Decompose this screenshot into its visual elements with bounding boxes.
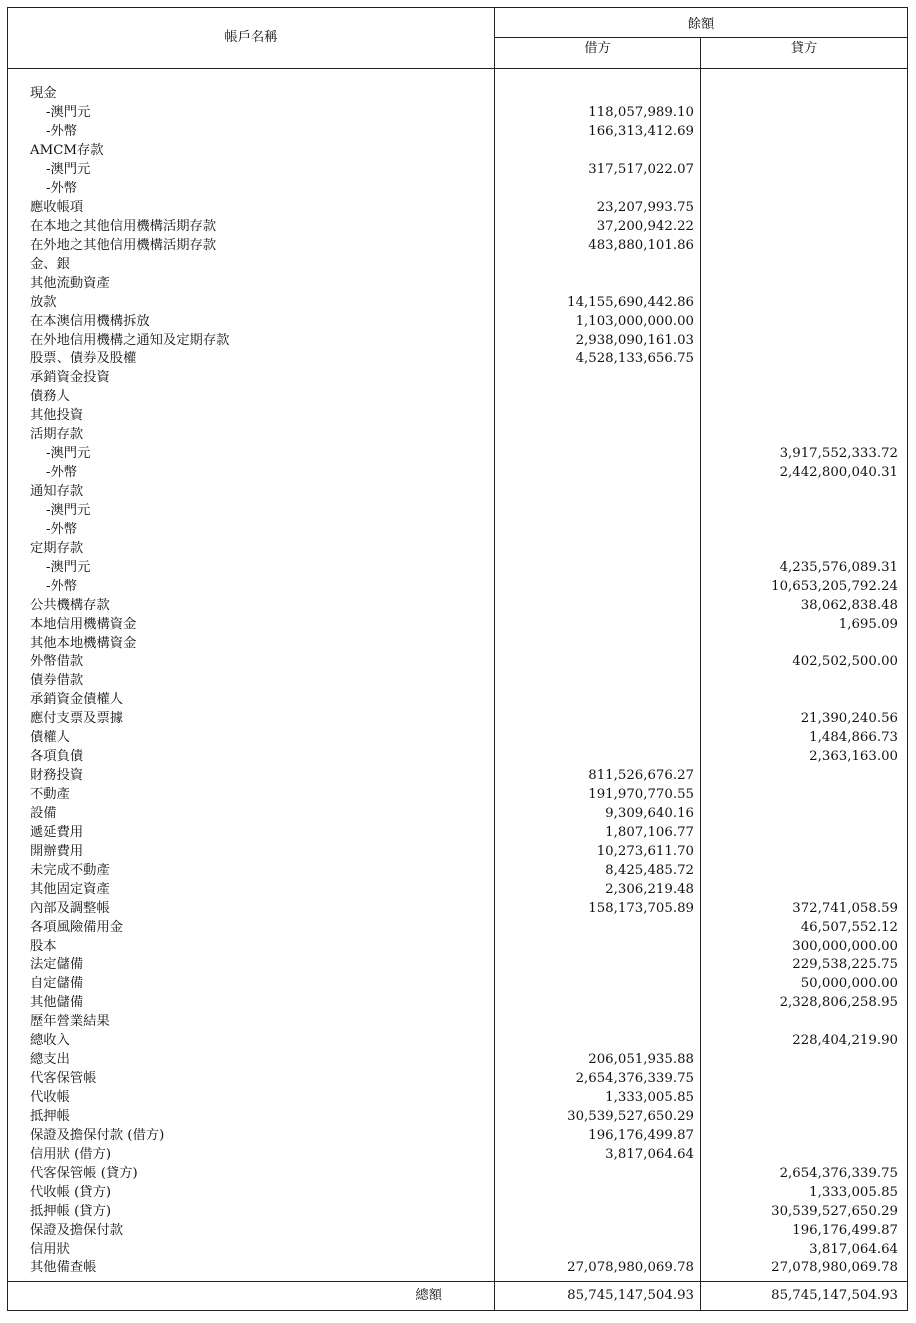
account-name: -澳門元 bbox=[8, 502, 495, 521]
ledger-row bbox=[8, 691, 908, 710]
debit-amount: 8,425,485.72 bbox=[495, 861, 701, 880]
ledger-row bbox=[8, 672, 908, 691]
credit-amount bbox=[701, 369, 908, 388]
credit-amount bbox=[701, 180, 908, 199]
credit-amount bbox=[701, 161, 908, 180]
account-name: 各項負債 bbox=[8, 748, 495, 767]
account-name: 不動產 bbox=[8, 786, 495, 805]
ledger-row bbox=[8, 843, 908, 862]
ledger-row bbox=[8, 388, 908, 407]
debit-amount bbox=[495, 407, 701, 426]
credit-amount bbox=[701, 274, 908, 293]
debit-amount: 1,103,000,000.00 bbox=[495, 312, 701, 331]
debit-amount: 166,313,412.69 bbox=[495, 123, 701, 142]
ledger-row bbox=[8, 123, 908, 142]
ledger-row bbox=[8, 1259, 908, 1281]
ledger-row bbox=[8, 653, 908, 672]
ledger-row bbox=[8, 293, 908, 312]
credit-amount bbox=[701, 426, 908, 445]
account-name: 股本 bbox=[8, 937, 495, 956]
ledger-row bbox=[8, 85, 908, 104]
debit-amount: 23,207,993.75 bbox=[495, 199, 701, 218]
debit-amount bbox=[495, 596, 701, 615]
ledger-row bbox=[8, 312, 908, 331]
ledger-row bbox=[8, 1108, 908, 1127]
total-row bbox=[8, 1282, 908, 1311]
debit-amount bbox=[495, 180, 701, 199]
debit-amount: 811,526,676.27 bbox=[495, 767, 701, 786]
credit-amount bbox=[701, 691, 908, 710]
ledger-row bbox=[8, 369, 908, 388]
credit-amount bbox=[701, 1089, 908, 1108]
credit-amount bbox=[701, 407, 908, 426]
debit-amount: 30,539,527,650.29 bbox=[495, 1108, 701, 1127]
debit-amount: 2,306,219.48 bbox=[495, 880, 701, 899]
ledger-row bbox=[8, 426, 908, 445]
debit-header: 借方 bbox=[495, 38, 701, 69]
account-name: 本地信用機構資金 bbox=[8, 615, 495, 634]
account-name: 歷年營業結果 bbox=[8, 1013, 495, 1032]
ledger-row bbox=[8, 445, 908, 464]
ledger-row bbox=[8, 161, 908, 180]
account-name: 代收帳 (貸方) bbox=[8, 1183, 495, 1202]
account-name: -澳門元 bbox=[8, 558, 495, 577]
debit-amount bbox=[495, 577, 701, 596]
account-name: 抵押帳 bbox=[8, 1108, 495, 1127]
ledger-row bbox=[8, 407, 908, 426]
account-name: 其他備查帳 bbox=[8, 1259, 495, 1281]
credit-amount: 30,539,527,650.29 bbox=[701, 1202, 908, 1221]
credit-amount: 196,176,499.87 bbox=[701, 1221, 908, 1240]
account-name: -澳門元 bbox=[8, 104, 495, 123]
ledger-row bbox=[8, 237, 908, 256]
account-name: 各項風險備用金 bbox=[8, 918, 495, 937]
ledger-row bbox=[8, 786, 908, 805]
credit-amount bbox=[701, 672, 908, 691]
account-name: -澳門元 bbox=[8, 445, 495, 464]
credit-amount: 21,390,240.56 bbox=[701, 710, 908, 729]
debit-amount bbox=[495, 464, 701, 483]
account-name: 自定儲備 bbox=[8, 975, 495, 994]
credit-amount bbox=[701, 293, 908, 312]
ledger-row bbox=[8, 502, 908, 521]
top-spacer-row bbox=[8, 69, 908, 86]
account-name: 其他固定資產 bbox=[8, 880, 495, 899]
credit-amount: 3,817,064.64 bbox=[701, 1240, 908, 1259]
credit-amount bbox=[701, 483, 908, 502]
account-name: 定期存款 bbox=[8, 540, 495, 559]
debit-amount bbox=[495, 691, 701, 710]
credit-amount bbox=[701, 388, 908, 407]
account-name: 應收帳項 bbox=[8, 199, 495, 218]
trial-balance-table bbox=[7, 7, 908, 1311]
debit-amount bbox=[495, 445, 701, 464]
ledger-row bbox=[8, 1202, 908, 1221]
debit-amount: 191,970,770.55 bbox=[495, 786, 701, 805]
ledger-row bbox=[8, 142, 908, 161]
account-name: 抵押帳 (貸方) bbox=[8, 1202, 495, 1221]
debit-amount bbox=[495, 615, 701, 634]
ledger-row bbox=[8, 1089, 908, 1108]
credit-amount bbox=[701, 540, 908, 559]
account-name: -外幣 bbox=[8, 123, 495, 142]
ledger-row bbox=[8, 710, 908, 729]
ledger-row bbox=[8, 1013, 908, 1032]
ledger-row bbox=[8, 748, 908, 767]
debit-amount bbox=[495, 634, 701, 653]
debit-amount bbox=[495, 994, 701, 1013]
ledger-row bbox=[8, 558, 908, 577]
credit-amount bbox=[701, 199, 908, 218]
ledger-row bbox=[8, 824, 908, 843]
ledger-row bbox=[8, 615, 908, 634]
ledger-row bbox=[8, 331, 908, 350]
credit-amount bbox=[701, 350, 908, 369]
account-name: 代收帳 bbox=[8, 1089, 495, 1108]
ledger-row bbox=[8, 104, 908, 123]
ledger-row bbox=[8, 1070, 908, 1089]
account-name: 承銷資金投資 bbox=[8, 369, 495, 388]
total-credit: 85,745,147,504.93 bbox=[701, 1282, 908, 1311]
debit-amount: 3,817,064.64 bbox=[495, 1146, 701, 1165]
credit-amount: 27,078,980,069.78 bbox=[701, 1259, 908, 1281]
debit-amount bbox=[495, 388, 701, 407]
credit-amount bbox=[701, 237, 908, 256]
ledger-row bbox=[8, 180, 908, 199]
debit-amount bbox=[495, 426, 701, 445]
account-name: 信用狀 bbox=[8, 1240, 495, 1259]
debit-amount bbox=[495, 540, 701, 559]
ledger-row bbox=[8, 861, 908, 880]
debit-amount bbox=[495, 748, 701, 767]
credit-amount: 1,695.09 bbox=[701, 615, 908, 634]
debit-amount bbox=[495, 1221, 701, 1240]
account-name: 通知存款 bbox=[8, 483, 495, 502]
account-name: 代客保管帳 (貸方) bbox=[8, 1164, 495, 1183]
ledger-row bbox=[8, 918, 908, 937]
debit-amount: 206,051,935.88 bbox=[495, 1051, 701, 1070]
ledger-row bbox=[8, 540, 908, 559]
balance-header: 餘額 bbox=[495, 8, 908, 38]
debit-amount: 1,333,005.85 bbox=[495, 1089, 701, 1108]
ledger-row bbox=[8, 577, 908, 596]
debit-amount bbox=[495, 369, 701, 388]
ledger-row bbox=[8, 880, 908, 899]
debit-amount bbox=[495, 975, 701, 994]
credit-amount: 1,333,005.85 bbox=[701, 1183, 908, 1202]
ledger-row bbox=[8, 956, 908, 975]
account-name: -澳門元 bbox=[8, 161, 495, 180]
account-name: 內部及調整帳 bbox=[8, 899, 495, 918]
debit-amount: 1,807,106.77 bbox=[495, 824, 701, 843]
debit-amount: 483,880,101.86 bbox=[495, 237, 701, 256]
ledger-rows bbox=[8, 69, 908, 1282]
debit-amount: 9,309,640.16 bbox=[495, 805, 701, 824]
account-name: 在外地信用機構之通知及定期存款 bbox=[8, 331, 495, 350]
debit-amount: 10,273,611.70 bbox=[495, 843, 701, 862]
credit-amount: 38,062,838.48 bbox=[701, 596, 908, 615]
ledger-row bbox=[8, 1164, 908, 1183]
credit-amount: 228,404,219.90 bbox=[701, 1032, 908, 1051]
credit-amount bbox=[701, 634, 908, 653]
credit-amount bbox=[701, 255, 908, 274]
ledger-row bbox=[8, 350, 908, 369]
total-label: 總額 bbox=[8, 1282, 495, 1311]
credit-amount bbox=[701, 331, 908, 350]
ledger-row bbox=[8, 1240, 908, 1259]
credit-amount bbox=[701, 85, 908, 104]
credit-amount: 3,917,552,333.72 bbox=[701, 445, 908, 464]
credit-amount bbox=[701, 843, 908, 862]
credit-amount bbox=[701, 805, 908, 824]
debit-amount: 196,176,499.87 bbox=[495, 1127, 701, 1146]
account-name: 總收入 bbox=[8, 1032, 495, 1051]
debit-amount bbox=[495, 521, 701, 540]
debit-amount bbox=[495, 653, 701, 672]
debit-amount bbox=[495, 918, 701, 937]
ledger-row bbox=[8, 994, 908, 1013]
debit-amount bbox=[495, 672, 701, 691]
account-name: 承銷資金債權人 bbox=[8, 691, 495, 710]
debit-amount bbox=[495, 956, 701, 975]
ledger-row bbox=[8, 767, 908, 786]
debit-amount bbox=[495, 85, 701, 104]
account-name: 未完成不動產 bbox=[8, 861, 495, 880]
account-name: 遞延費用 bbox=[8, 824, 495, 843]
account-name: 其他投資 bbox=[8, 407, 495, 426]
debit-amount: 2,654,376,339.75 bbox=[495, 1070, 701, 1089]
account-name: 放款 bbox=[8, 293, 495, 312]
credit-amount bbox=[701, 142, 908, 161]
credit-amount bbox=[701, 218, 908, 237]
debit-amount bbox=[495, 255, 701, 274]
account-name: 公共機構存款 bbox=[8, 596, 495, 615]
credit-amount bbox=[701, 1013, 908, 1032]
account-name: 在外地之其他信用機構活期存款 bbox=[8, 237, 495, 256]
ledger-row bbox=[8, 464, 908, 483]
credit-amount: 46,507,552.12 bbox=[701, 918, 908, 937]
credit-amount bbox=[701, 104, 908, 123]
account-name: 現金 bbox=[8, 85, 495, 104]
account-name: 財務投資 bbox=[8, 767, 495, 786]
credit-amount bbox=[701, 521, 908, 540]
account-name: -外幣 bbox=[8, 464, 495, 483]
debit-amount bbox=[495, 1202, 701, 1221]
credit-amount: 229,538,225.75 bbox=[701, 956, 908, 975]
debit-amount bbox=[495, 1032, 701, 1051]
account-name: 股票、債券及股權 bbox=[8, 350, 495, 369]
debit-amount: 37,200,942.22 bbox=[495, 218, 701, 237]
debit-amount: 317,517,022.07 bbox=[495, 161, 701, 180]
account-name: 其他流動資產 bbox=[8, 274, 495, 293]
credit-amount bbox=[701, 312, 908, 331]
credit-amount bbox=[701, 861, 908, 880]
debit-amount bbox=[495, 502, 701, 521]
account-name: 信用狀 (借方) bbox=[8, 1146, 495, 1165]
credit-amount: 50,000,000.00 bbox=[701, 975, 908, 994]
account-name: -外幣 bbox=[8, 521, 495, 540]
account-name: 債務人 bbox=[8, 388, 495, 407]
ledger-row bbox=[8, 805, 908, 824]
credit-amount bbox=[701, 880, 908, 899]
total-debit: 85,745,147,504.93 bbox=[495, 1282, 701, 1311]
credit-amount bbox=[701, 502, 908, 521]
debit-amount bbox=[495, 937, 701, 956]
credit-header: 貸方 bbox=[701, 38, 908, 69]
account-name: 開辦費用 bbox=[8, 843, 495, 862]
ledger-row bbox=[8, 1051, 908, 1070]
ledger-row bbox=[8, 1146, 908, 1165]
credit-amount: 2,363,163.00 bbox=[701, 748, 908, 767]
account-name: -外幣 bbox=[8, 180, 495, 199]
account-name: 法定儲備 bbox=[8, 956, 495, 975]
ledger-row bbox=[8, 729, 908, 748]
debit-amount bbox=[495, 710, 701, 729]
account-name: 設備 bbox=[8, 805, 495, 824]
credit-amount bbox=[701, 1127, 908, 1146]
ledger-row bbox=[8, 199, 908, 218]
account-name: 債權人 bbox=[8, 729, 495, 748]
credit-amount: 4,235,576,089.31 bbox=[701, 558, 908, 577]
debit-amount: 2,938,090,161.03 bbox=[495, 331, 701, 350]
account-name: AMCM存款 bbox=[8, 142, 495, 161]
debit-amount: 158,173,705.89 bbox=[495, 899, 701, 918]
account-name: 其他儲備 bbox=[8, 994, 495, 1013]
credit-amount: 2,442,800,040.31 bbox=[701, 464, 908, 483]
ledger-row bbox=[8, 521, 908, 540]
debit-amount bbox=[495, 274, 701, 293]
credit-amount bbox=[701, 123, 908, 142]
ledger-row bbox=[8, 1221, 908, 1240]
debit-amount: 4,528,133,656.75 bbox=[495, 350, 701, 369]
account-name: 債券借款 bbox=[8, 672, 495, 691]
debit-amount: 14,155,690,442.86 bbox=[495, 293, 701, 312]
ledger-row bbox=[8, 218, 908, 237]
debit-amount bbox=[495, 1183, 701, 1202]
ledger-row bbox=[8, 1032, 908, 1051]
ledger-row bbox=[8, 1183, 908, 1202]
account-name: 總支出 bbox=[8, 1051, 495, 1070]
debit-amount bbox=[495, 483, 701, 502]
credit-amount: 10,653,205,792.24 bbox=[701, 577, 908, 596]
credit-amount: 402,502,500.00 bbox=[701, 653, 908, 672]
debit-amount bbox=[495, 729, 701, 748]
ledger-row bbox=[8, 634, 908, 653]
account-name: 在本地之其他信用機構活期存款 bbox=[8, 218, 495, 237]
ledger-row bbox=[8, 937, 908, 956]
credit-amount bbox=[701, 767, 908, 786]
credit-amount: 1,484,866.73 bbox=[701, 729, 908, 748]
debit-amount bbox=[495, 558, 701, 577]
ledger-row bbox=[8, 975, 908, 994]
debit-amount bbox=[495, 1013, 701, 1032]
ledger-row bbox=[8, 274, 908, 293]
credit-amount: 300,000,000.00 bbox=[701, 937, 908, 956]
debit-amount: 118,057,989.10 bbox=[495, 104, 701, 123]
credit-amount bbox=[701, 1070, 908, 1089]
account-name: 保證及擔保付款 (借方) bbox=[8, 1127, 495, 1146]
ledger-row bbox=[8, 483, 908, 502]
account-name: 活期存款 bbox=[8, 426, 495, 445]
ledger-row bbox=[8, 1127, 908, 1146]
account-name: 金、銀 bbox=[8, 255, 495, 274]
credit-amount bbox=[701, 1146, 908, 1165]
credit-amount: 2,654,376,339.75 bbox=[701, 1164, 908, 1183]
credit-amount: 2,328,806,258.95 bbox=[701, 994, 908, 1013]
credit-amount bbox=[701, 1108, 908, 1127]
credit-amount bbox=[701, 1051, 908, 1070]
account-name: -外幣 bbox=[8, 577, 495, 596]
credit-amount: 372,741,058.59 bbox=[701, 899, 908, 918]
debit-amount: 27,078,980,069.78 bbox=[495, 1259, 701, 1281]
account-name: 代客保管帳 bbox=[8, 1070, 495, 1089]
debit-amount bbox=[495, 1164, 701, 1183]
debit-amount bbox=[495, 142, 701, 161]
account-name: 外幣借款 bbox=[8, 653, 495, 672]
account-name-header: 帳戶名稱 bbox=[8, 8, 495, 69]
ledger-row bbox=[8, 255, 908, 274]
credit-amount bbox=[701, 824, 908, 843]
ledger-row bbox=[8, 899, 908, 918]
account-name: 應付支票及票據 bbox=[8, 710, 495, 729]
ledger-row bbox=[8, 596, 908, 615]
account-name: 其他本地機構資金 bbox=[8, 634, 495, 653]
account-name: 在本澳信用機構拆放 bbox=[8, 312, 495, 331]
debit-amount bbox=[495, 1240, 701, 1259]
credit-amount bbox=[701, 786, 908, 805]
account-name: 保證及擔保付款 bbox=[8, 1221, 495, 1240]
